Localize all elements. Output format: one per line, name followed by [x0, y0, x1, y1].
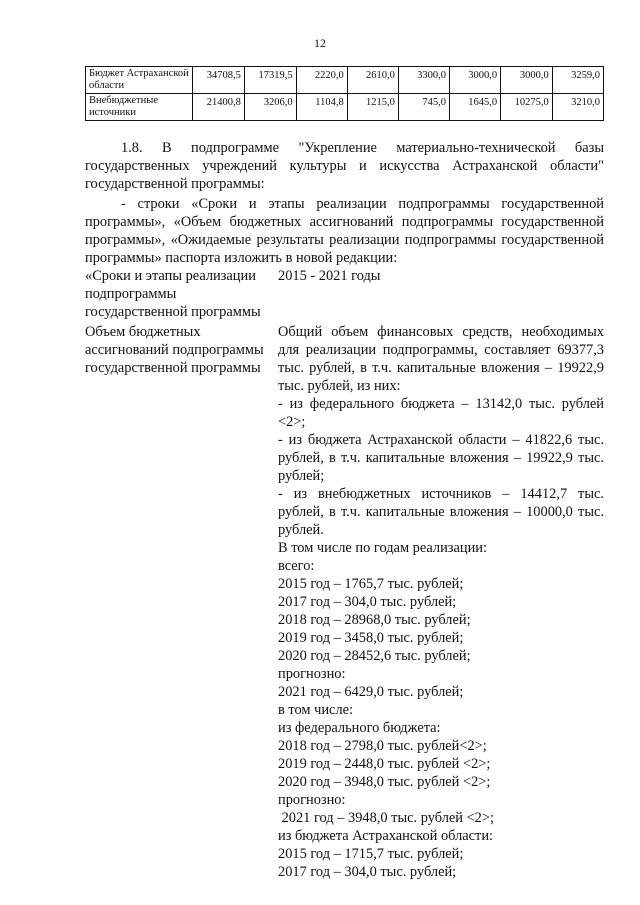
year-line: всего:: [278, 558, 315, 574]
table-cell: 10275,0: [501, 94, 553, 121]
table-cell: 3000,0: [449, 67, 500, 94]
paragraph-amendment-intro: 1.8. В подпрограмме "Укрепление материально-технической базы государственных учреждений культуры и искусства Астраханской области" государственной программы:: [85, 140, 604, 192]
passport-row-terms: [85, 267, 604, 321]
table-row: [86, 94, 604, 121]
table-cell: 745,0: [398, 94, 449, 121]
year-line: из бюджета Астраханской области:: [278, 828, 494, 844]
budget-table: [85, 66, 604, 121]
year-line: 2020 год – 28452,6 тыс. рублей;: [278, 648, 471, 664]
table-cell: 1645,0: [449, 94, 500, 121]
budget-federal: - из федерального бюджета – 13142,0 тыс. рублей <2>;: [278, 396, 604, 430]
table-cell: 1104,8: [296, 94, 347, 121]
year-line: из федерального бюджета:: [278, 720, 441, 736]
table-cell: 2220,0: [296, 67, 347, 94]
passport-label: Объем бюджетных ассигнований подпрограммы государственной программы: [85, 324, 264, 376]
row-label: Бюджет Астраханской области: [86, 67, 193, 94]
table-cell: 3259,0: [552, 67, 603, 94]
table-cell: 3210,0: [552, 94, 603, 121]
year-line: 2019 год – 2448,0 тыс. рублей <2>;: [278, 756, 491, 772]
year-line: прогнозно:: [278, 792, 346, 808]
year-line: в том числе:: [278, 702, 354, 718]
year-line: В том числе по годам реализации:: [278, 540, 487, 556]
table-cell: 3300,0: [398, 67, 449, 94]
year-line: 2021 год – 6429,0 тыс. рублей;: [278, 684, 464, 700]
paragraph-amendment-lines: - строки «Сроки и этапы реализации подпрограммы государственной программы», «Объем бюджетных ассигнований подпрограммы государственной программы», «Ожидаемые результаты реализации подпрограммы государственной программы» паспорта изложить в новой редакции:: [85, 196, 604, 266]
budget-regional: - из бюджета Астраханской области – 41822,6 тыс. рублей, в т.ч. капитальные вложения – 19922,9 тыс. рублей;: [278, 432, 604, 484]
passport-value: 2015 - 2021 годы: [278, 268, 381, 284]
table-cell: 1215,0: [347, 94, 398, 121]
table-cell: 2610,0: [347, 67, 398, 94]
table-row: [86, 67, 604, 94]
table-cell: 21400,8: [193, 94, 245, 121]
year-line: 2015 год – 1715,7 тыс. рублей;: [278, 846, 464, 862]
table-cell: 34708,5: [193, 67, 245, 94]
passport-section: [85, 267, 604, 881]
year-line: 2018 год – 28968,0 тыс. рублей;: [278, 612, 471, 628]
year-line: 2017 год – 304,0 тыс. рублей;: [278, 594, 457, 610]
page-number: 12: [314, 36, 326, 50]
table-cell: 17319,5: [244, 67, 296, 94]
row-label: Внебюджетные источники: [86, 94, 193, 121]
year-line: 2019 год – 3458,0 тыс. рублей;: [278, 630, 464, 646]
passport-label: «Сроки и этапы реализации подпрограммы государственной программы: [85, 268, 261, 320]
year-line: 2020 год – 3948,0 тыс. рублей <2>;: [278, 774, 491, 790]
budget-intro: Общий объем финансовых средств, необходимых для реализации подпрограммы, составляет 69377,3 тыс. рублей, в т.ч. капитальные вложения – 19922,9 тыс. рублей, из них:: [278, 324, 604, 394]
year-line: 2017 год – 304,0 тыс. рублей;: [278, 864, 457, 880]
passport-row-budget: [85, 323, 604, 881]
year-line: 2021 год – 3948,0 тыс. рублей <2>;: [278, 810, 494, 826]
year-line: 2018 год – 2798,0 тыс. рублей<2>;: [278, 738, 487, 754]
year-line: 2015 год – 1765,7 тыс. рублей;: [278, 576, 464, 592]
passport-value: [278, 323, 604, 881]
table-cell: 3206,0: [244, 94, 296, 121]
budget-extra: - из внебюджетных источников – 14412,7 тыс. рублей, в т.ч. капитальные вложения – 10000,0 тыс. рублей.: [278, 486, 604, 538]
table-cell: 3000,0: [501, 67, 553, 94]
year-line: прогнозно:: [278, 666, 346, 682]
